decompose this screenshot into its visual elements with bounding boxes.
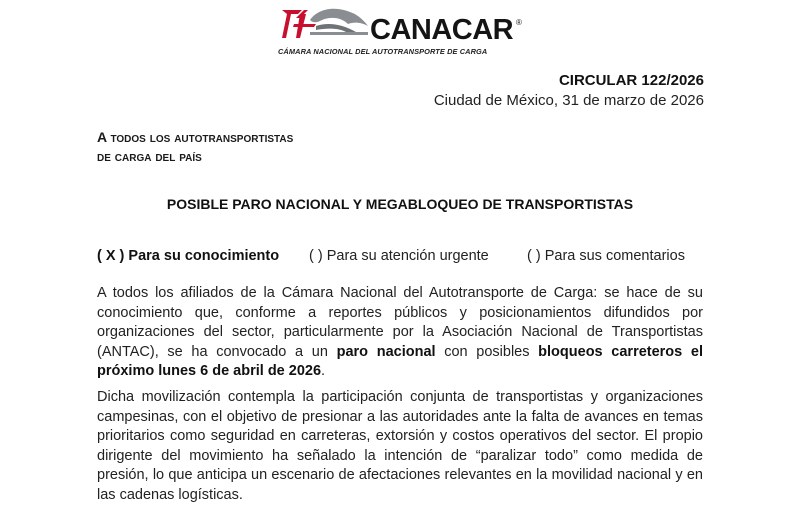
document-title: POSIBLE PARO NACIONAL Y MEGABLOQUEO DE TRANSPORTISTAS bbox=[166, 196, 634, 212]
recipient-block bbox=[97, 128, 293, 166]
p1-text-a: A todos los afiliados de la Cámara Nacional del Autotransporte de Carga: se hace de su conocimiento que, conforme a reportes públicos y posicionamientos difundidos por organizaciones del sector, particularmente por la Asociación Nacional de Transportistas (ANTAC), se ha convocado a un bbox=[97, 285, 703, 360]
p1-bold-paro: paro nacional bbox=[336, 343, 436, 360]
place-date: Ciudad de México, 31 de marzo de 2026 bbox=[433, 92, 704, 109]
canacar-emblem-icon bbox=[276, 4, 372, 44]
option-conocimiento: ( X ) Para su conocimiento bbox=[97, 248, 280, 264]
circular-number: CIRCULAR 122/2026 bbox=[558, 72, 704, 89]
registered-mark: ® bbox=[516, 18, 522, 27]
logo-subtitle: CÁMARA NACIONAL DEL AUTOTRANSPORTE DE CARGA bbox=[278, 47, 488, 56]
recipient-line-2: de carga del país bbox=[97, 148, 202, 164]
p1-text-e: . bbox=[321, 363, 326, 380]
p1-text-c: con posibles bbox=[435, 343, 539, 360]
body-paragraph-1 bbox=[97, 284, 703, 382]
recipient-line-1: A todos los autotransportistas bbox=[97, 129, 294, 145]
body-paragraph-2: Dicha movilización contempla la participación conjunta de transportistas y organizaciones campesinas, con el objetivo de presionar a las autoridades ante la falta de avances en temas prioritarios como seguridad en carreteras, extorsión y costos operativos del sector. El propio dirigente del movimiento ha señalado la intención de “paralizar todo” como medida de presión, lo que anticipa un escenario de afectaciones relevantes en la movilidad nacional y en las cadenas logísticas. bbox=[97, 389, 703, 503]
option-atencion-urgente: ( ) Para su atención urgente bbox=[309, 248, 489, 264]
canacar-logo bbox=[276, 4, 526, 56]
p1-bold-bloqueos: bloqueos carreteros el próximo lunes 6 de abril de 2026 bbox=[97, 343, 704, 380]
logo-wordmark: CANACAR bbox=[370, 14, 514, 46]
option-comentarios: ( ) Para sus comentarios bbox=[527, 248, 685, 264]
